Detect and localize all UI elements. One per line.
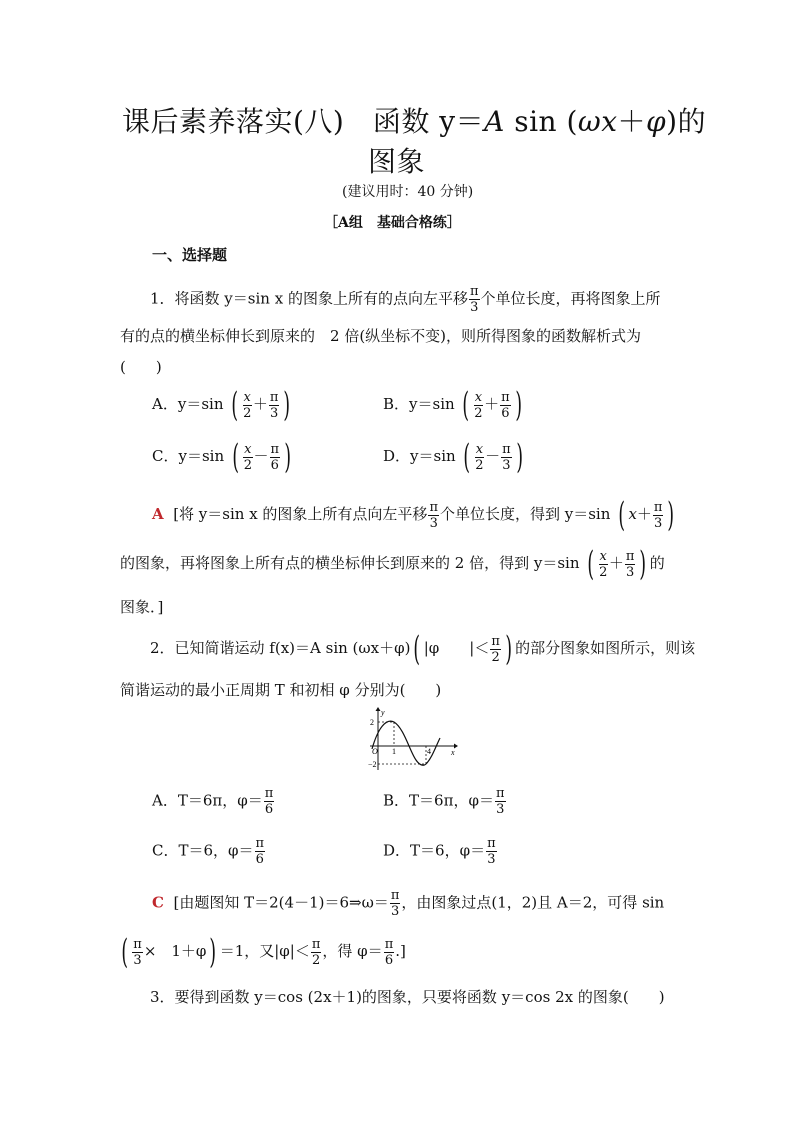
q1-shift-fraction <box>469 284 480 315</box>
sine-curve <box>372 721 440 765</box>
q3-stem: 3．要得到函数 y＝cos (2x＋1)的图象，只要将函数 y＝cos 2x 的图象( ) <box>150 988 665 1006</box>
q1-stem-line1-a: 1．将函数 y＝sin x 的图象上所有的点向左平移 <box>150 289 468 308</box>
q1-option-d: D．y＝sin ( $\frac{x}{2}$ － $\frac{\pi}{3}$ ) <box>383 437 523 477</box>
q1-explanation-line3: 图象．] <box>120 598 164 616</box>
q1-stem-line1-b: 个单位长度，再将图象上所 <box>480 289 661 308</box>
title-phi: φ <box>646 105 667 138</box>
frac: $\frac{\pi}{3}$ <box>269 389 279 421</box>
q2-option-d: D．T＝6，φ＝ $\frac{\pi}{3}$ <box>383 836 496 867</box>
page-title <box>122 100 706 140</box>
section-label: 一、选择题 <box>152 246 228 264</box>
x-axis-arrow <box>454 744 458 749</box>
q1-shift-den: 3 <box>470 300 479 315</box>
title-prefix: 课后素养落实(八) 函数 y＝ <box>122 105 485 138</box>
option-expr: y＝sin <box>177 395 224 413</box>
q1-explanation-line1: A [将 y＝sin x 的图象上所有点向左平移 $\frac{\pi}{3}$ 个单位长度，得到 y＝sin ( x＋ $\frac{\pi}{3}$ ) <box>152 495 675 535</box>
title-plus: ＋ <box>617 105 647 138</box>
title-suffix: )的 <box>666 105 707 138</box>
tick-2: 2 <box>370 718 374 727</box>
q2-explanation-line1: C [由题图知 T＝2(4－1)＝6⇒ω＝ $\frac{\pi}{3}$ ，由图象过点(1，2)且 A＝2，可得 sin <box>152 888 665 919</box>
paren-close: ) <box>283 385 291 425</box>
x-label: x <box>451 748 455 757</box>
y-label: y <box>381 708 385 717</box>
q1-option-b: B．y＝sin ( $\frac{x}{2}$ ＋ $\frac{\pi}{6}$ ) <box>383 385 522 425</box>
option-label: A． <box>152 395 178 413</box>
q2-answer-letter: C <box>152 893 164 912</box>
q1-option-c: C．y＝sin ( $\frac{x}{2}$ － $\frac{\pi}{6}$ ) <box>152 437 292 477</box>
q1-stem-line1 <box>150 284 661 315</box>
q1-stem-line2: 有的点的横坐标伸长到原来的 2 倍(纵坐标不变)，则所得图象的函数解析式为 <box>120 327 642 345</box>
q1-answer-letter: A <box>152 505 164 523</box>
q1-option-a: A．y＝sin ( $\frac{x}{2}$ ＋ $\frac{\pi}{3}$ ) <box>152 385 291 425</box>
q2-option-a: A．T＝6π，φ＝ $\frac{\pi}{6}$ <box>152 786 274 817</box>
title-omega-x: ωx <box>577 105 618 138</box>
q1-stem-line3: ( ) <box>120 358 162 376</box>
q2-explanation-line2: ( $\frac{\pi}{3}$ × 1＋φ) ＝1，又|φ|＜ $\frac{\pi}{2}$ ，得 φ＝ $\frac{\pi}{6}$ .] <box>121 932 406 972</box>
q2-stem-line2: 简谐运动的最小正周期 T 和初相 φ 分别为( ) <box>120 681 442 699</box>
tick-1: 1 <box>392 747 396 756</box>
origin-label: O <box>372 747 378 756</box>
q2-option-b: B．T＝6π，φ＝ $\frac{\pi}{3}$ <box>383 786 505 817</box>
page-title-line2: 图象 <box>368 145 426 178</box>
q2-option-c: C．T＝6，φ＝ $\frac{\pi}{6}$ <box>152 836 265 867</box>
frac: $\frac{x}{2}$ <box>243 389 252 421</box>
y-axis-arrow <box>376 707 381 711</box>
suggested-time: (建议用时：40 分钟) <box>342 184 474 200</box>
q1-explanation-line2: 的图象，再将图象上所有点的横坐标伸长到原来的 2 倍，得到 y＝sin ( $\frac{x}{2}$ ＋ $\frac{\pi}{3}$ ) 的 <box>120 544 665 584</box>
q2-stem-line1: 2．已知简谐运动 f(x)＝A sin (ωx＋φ)( |φ |＜ $\frac{\pi}{2}$ ) 的部分图象如图所示，则该 <box>150 629 696 669</box>
group-label: ［A组 基础合格练］ <box>324 215 461 231</box>
title-sin: sin ( <box>504 105 578 138</box>
paren-open: ( <box>231 385 239 425</box>
tick-4: 4 <box>427 747 431 756</box>
tick-neg2: −2 <box>368 760 377 769</box>
title-A: A <box>484 105 505 138</box>
q2-sine-graph <box>368 706 460 772</box>
q1-shift-num: π <box>469 284 479 299</box>
